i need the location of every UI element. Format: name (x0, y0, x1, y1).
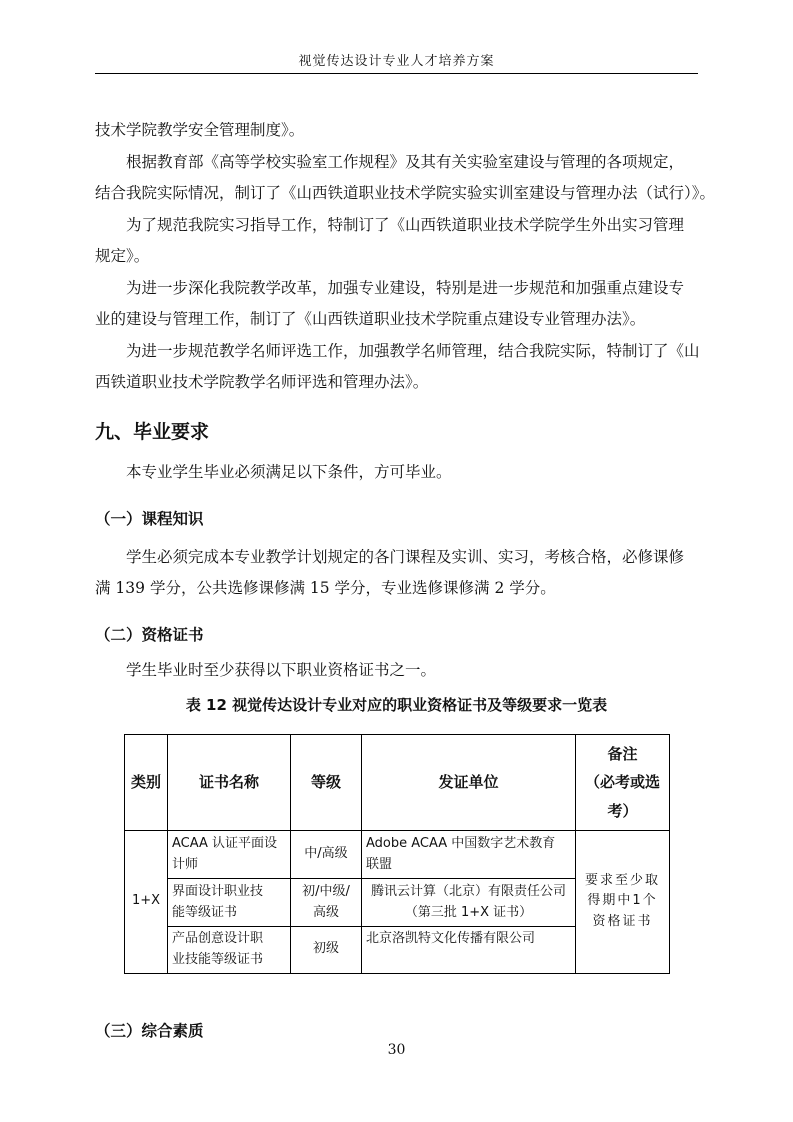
level-cell: 初级 (291, 927, 362, 974)
paragraph-text: 规定》。 (95, 247, 150, 265)
level-cell: 中/高级 (291, 831, 362, 879)
paragraph-text: 学生毕业时至少获得以下职业资格证书之一。 (126, 661, 437, 679)
issuer-cell (362, 879, 576, 927)
issuer-cell (362, 831, 576, 879)
paragraph-text: 为进一步深化我院教学改革，加强专业建设，特别是进一步规范和加强重点建设专 (126, 279, 685, 297)
paragraph-text: 为进一步规范教学名师评选工作，加强教学名师管理，结合我院实际，特制订了《山 (126, 342, 700, 360)
issuer-cell (362, 927, 576, 974)
page-header: 视觉传达设计专业人才培养方案 (298, 54, 495, 69)
cert-name-cell (168, 927, 291, 974)
subsection-heading: （二）资格证书 (95, 626, 204, 644)
issuer-line: 北京洛凯特文化传播有限公司 (366, 931, 536, 946)
subsection-heading: （三）综合素质 (95, 1022, 204, 1040)
cert-name-line: ACAA 认证平面设 (172, 835, 278, 851)
paragraph-text: 满 139 学分，公共选修课修满 15 学分，专业选修课修满 2 学分。 (95, 579, 556, 597)
header-category: 类别 (125, 735, 168, 831)
header-note-line: 考） (607, 801, 638, 820)
page-number: 30 (387, 1042, 406, 1058)
header-note-line: 备注 (607, 744, 638, 763)
header-issuer: 发证单位 (362, 735, 576, 831)
table-row (125, 831, 670, 879)
header-note-line: （必考或选 (584, 773, 660, 792)
note-cell: 要求至少取得期中1个资格证书 (576, 831, 670, 974)
paragraph-text: 西铁道职业技术学院教学名师评选和管理办法》。 (95, 373, 429, 391)
cert-name-line: 业技能等级证书 (172, 951, 264, 967)
cert-name-line: 产品创意设计职 (172, 931, 264, 946)
cert-name-cell (168, 831, 291, 879)
paragraph-text: 技术学院教学安全管理制度》。 (95, 121, 305, 139)
cert-name-cell (168, 879, 291, 927)
issuer-line: 腾讯云计算（北京）有限责任公司 (370, 883, 566, 899)
level-cell (291, 879, 362, 927)
header-level: 等级 (291, 735, 362, 831)
issuer-line: 联盟 (366, 856, 393, 872)
header-note (576, 735, 670, 831)
table-header-row (125, 735, 670, 831)
category-cell: 1+X (125, 831, 168, 974)
level-line: 初/中级/ (302, 883, 350, 899)
paragraph-text: 根据教育部《高等学校实验室工作规程》及其有关实验室建设与管理的各项规定， (126, 153, 685, 171)
issuer-line: Adobe ACAA 中国数字艺术教育 (366, 835, 556, 851)
paragraph-text: 学生必须完成本专业教学计划规定的各门课程及实训、实习，考核合格，必修课修 (126, 548, 685, 566)
paragraph-text: 本专业学生毕业必须满足以下条件，方可毕业。 (126, 463, 452, 481)
paragraph-text: 结合我院实际情况，制订了《山西铁道职业技术学院实验实训室建设与管理办法（试行）》。 (95, 184, 716, 202)
cert-name-line: 界面设计职业技 (172, 883, 264, 899)
issuer-line: （第三批 1+X 证书） (404, 904, 533, 920)
header-divider (95, 73, 698, 74)
subsection-heading: （一）课程知识 (95, 510, 204, 528)
section-heading: 九、毕业要求 (95, 421, 210, 443)
cert-name-line: 能等级证书 (172, 904, 238, 920)
paragraph-text: 业的建设与管理工作，制订了《山西铁道职业技术学院重点建设专业管理办法》。 (95, 310, 646, 328)
paragraph-text: 为了规范我院实习指导工作，特制订了《山西铁道职业技术学院学生外出实习管理 (126, 216, 685, 234)
header-cert-name: 证书名称 (168, 735, 291, 831)
level-line: 高级 (312, 904, 339, 920)
cert-name-line: 计师 (172, 856, 199, 872)
table-caption: 表 12 视觉传达设计专业对应的职业资格证书及等级要求一览表 (185, 696, 608, 714)
certificate-table (124, 734, 670, 974)
